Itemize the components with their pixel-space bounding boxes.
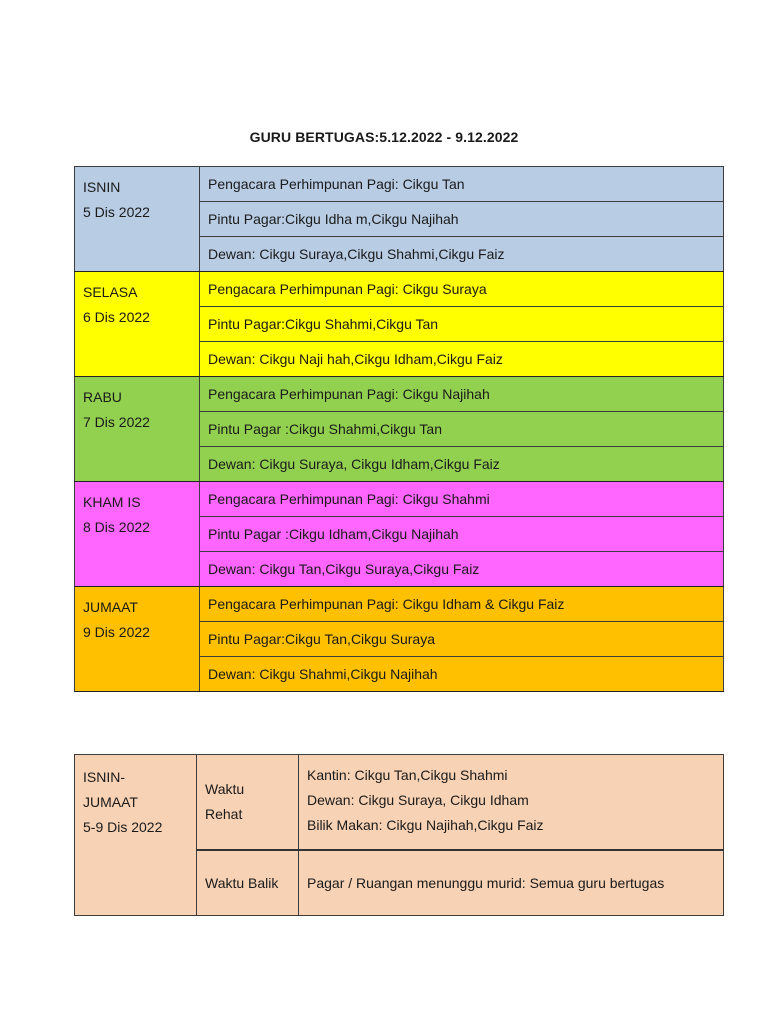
duty-cell: Dewan: Cikgu Suraya,Cikgu Shahmi,Cikgu Faiz <box>200 237 724 272</box>
break-label-cell <box>197 755 299 851</box>
table-row <box>75 272 724 307</box>
duty-cell: Pengacara Perhimpunan Pagi: Cikgu Idham & Cikgu Faiz <box>200 587 724 622</box>
day-cell <box>75 482 200 587</box>
period-line: JUMAAT <box>83 794 138 810</box>
duty-cell: Dewan: Cikgu Naji hah,Cikgu Idham,Cikgu Faiz <box>200 342 724 377</box>
duty-schedule-table <box>74 166 724 692</box>
day-name: JUMAAT <box>83 599 138 615</box>
duty-cell: Pintu Pagar :Cikgu Shahmi,Cikgu Tan <box>200 412 724 447</box>
period-cell <box>75 755 197 916</box>
day-cell <box>75 377 200 482</box>
duty-cell: Dewan: Cikgu Suraya, Cikgu Idham,Cikgu Faiz <box>200 447 724 482</box>
break-duties-cell <box>299 755 724 851</box>
duty-cell: Pengacara Perhimpunan Pagi: Cikgu Tan <box>200 167 724 202</box>
table-row <box>75 587 724 622</box>
day-date: 8 Dis 2022 <box>83 519 150 535</box>
day-name: KHAM IS <box>83 494 141 510</box>
day-name: RABU <box>83 389 122 405</box>
duty-cell: Pintu Pagar:Cikgu Tan,Cikgu Suraya <box>200 622 724 657</box>
table-row <box>75 167 724 202</box>
day-date: 6 Dis 2022 <box>83 309 150 325</box>
duty-cell: Pengacara Perhimpunan Pagi: Cikgu Suraya <box>200 272 724 307</box>
period-line: ISNIN- <box>83 769 125 785</box>
day-name: ISNIN <box>83 179 121 195</box>
table-row <box>75 482 724 517</box>
duty-cell: Pengacara Perhimpunan Pagi: Cikgu Shahmi <box>200 482 724 517</box>
home-label-cell: Waktu Balik <box>197 850 299 916</box>
duty-cell: Pengacara Perhimpunan Pagi: Cikgu Najihah <box>200 377 724 412</box>
duty-cell: Dewan: Cikgu Shahmi,Cikgu Najihah <box>200 657 724 692</box>
day-cell <box>75 167 200 272</box>
period-line: 5-9 Dis 2022 <box>83 819 163 835</box>
break-duty: Bilik Makan: Cikgu Najihah,Cikgu Faiz <box>307 817 544 833</box>
day-cell <box>75 272 200 377</box>
duty-cell: Pintu Pagar :Cikgu Idham,Cikgu Najihah <box>200 517 724 552</box>
home-duty-cell: Pagar / Ruangan menunggu murid: Semua guru bertugas <box>299 850 724 916</box>
day-date: 9 Dis 2022 <box>83 624 150 640</box>
day-name: SELASA <box>83 284 138 300</box>
break-duty: Dewan: Cikgu Suraya, Cikgu Idham <box>307 792 529 808</box>
day-date: 7 Dis 2022 <box>83 414 150 430</box>
duty-cell: Pintu Pagar:Cikgu Idha m,Cikgu Najihah <box>200 202 724 237</box>
day-date: 5 Dis 2022 <box>83 204 150 220</box>
duty-cell: Dewan: Cikgu Tan,Cikgu Suraya,Cikgu Faiz <box>200 552 724 587</box>
break-schedule-table <box>74 754 724 916</box>
table-row <box>75 377 724 412</box>
duty-cell: Pintu Pagar:Cikgu Shahmi,Cikgu Tan <box>200 307 724 342</box>
break-duty: Kantin: Cikgu Tan,Cikgu Shahmi <box>307 767 508 783</box>
break-label-line: Rehat <box>205 806 243 822</box>
page-title: GURU BERTUGAS:5.12.2022 - 9.12.2022 <box>249 129 519 145</box>
day-cell <box>75 587 200 692</box>
break-label-line: Waktu <box>205 781 245 797</box>
